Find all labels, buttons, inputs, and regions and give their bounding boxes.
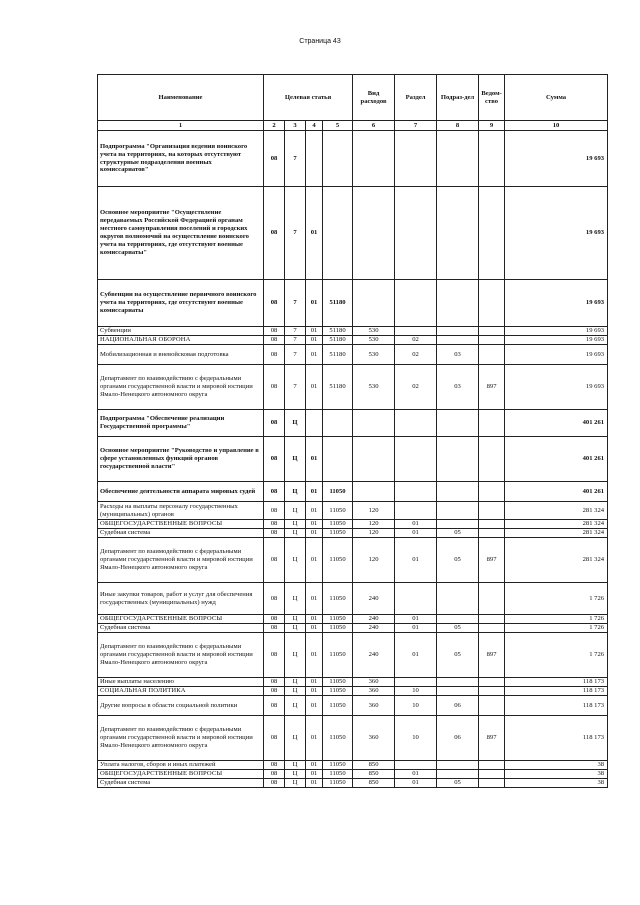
row-expense-type	[353, 437, 395, 482]
row-program-code: 08	[264, 336, 285, 345]
row-direction-code: 11050	[323, 624, 353, 633]
row-subsection: 05	[437, 624, 479, 633]
row-subprogram-code: Ц	[285, 502, 306, 520]
table-row	[98, 538, 608, 583]
table-row	[98, 633, 608, 678]
row-sum: 401 261	[505, 410, 608, 437]
row-name: Подпрограмма "Обеспечение реализации Государственной программы"	[98, 410, 264, 437]
row-expense-type: 120	[353, 520, 395, 529]
row-expense-type: 850	[353, 761, 395, 770]
row-department: 897	[479, 538, 505, 583]
row-program-code: 08	[264, 615, 285, 624]
row-program-code: 08	[264, 678, 285, 687]
row-expense-type: 530	[353, 336, 395, 345]
row-sum: 38	[505, 770, 608, 779]
row-name: Судебная система	[98, 529, 264, 538]
table-row	[98, 770, 608, 779]
row-direction-code: 51180	[323, 365, 353, 410]
row-program-code: 08	[264, 583, 285, 615]
row-subsection	[437, 280, 479, 327]
row-sum: 19 693	[505, 327, 608, 336]
row-subprogram-code: Ц	[285, 687, 306, 696]
row-direction-code: 11050	[323, 502, 353, 520]
row-department	[479, 437, 505, 482]
row-activity-code: 01	[306, 345, 323, 365]
row-sum: 1 726	[505, 615, 608, 624]
row-subsection	[437, 187, 479, 280]
row-section	[395, 187, 437, 280]
row-section	[395, 482, 437, 502]
row-subprogram-code: Ц	[285, 538, 306, 583]
row-department: 897	[479, 716, 505, 761]
row-subprogram-code: Ц	[285, 529, 306, 538]
row-name: Судебная система	[98, 624, 264, 633]
row-subprogram-code: 7	[285, 280, 306, 327]
table-row	[98, 529, 608, 538]
row-name: Основное мероприятие "Осуществление передаваемых Российской Федерацией органам местного самоуправления поселений и городских округов полномочий на осуществление воинского учета на территориях, где отсутствуют военные комиссариаты"	[98, 187, 264, 280]
header-department: Ведом-ство	[479, 75, 505, 121]
row-subprogram-code: Ц	[285, 770, 306, 779]
row-activity-code: 01	[306, 327, 323, 336]
row-department	[479, 583, 505, 615]
header-expense-type: Вид расходов	[353, 75, 395, 121]
table-row	[98, 687, 608, 696]
row-direction-code	[323, 131, 353, 187]
row-section	[395, 678, 437, 687]
row-name: Субвенции	[98, 327, 264, 336]
row-activity-code: 01	[306, 365, 323, 410]
row-department	[479, 187, 505, 280]
row-section	[395, 437, 437, 482]
column-number-row	[98, 121, 608, 131]
row-expense-type: 120	[353, 529, 395, 538]
row-activity-code: 01	[306, 187, 323, 280]
row-sum: 281 324	[505, 538, 608, 583]
col-number: 3	[285, 121, 306, 131]
row-expense-type: 850	[353, 779, 395, 788]
header-sum: Сумма	[505, 75, 608, 121]
row-activity-code: 01	[306, 779, 323, 788]
row-subsection: 06	[437, 716, 479, 761]
row-activity-code: 01	[306, 529, 323, 538]
row-sum: 19 693	[505, 336, 608, 345]
row-sum: 19 693	[505, 365, 608, 410]
row-name: Основное мероприятие "Руководство и управление в сфере установленных функций органов государственной власти"	[98, 437, 264, 482]
row-section	[395, 280, 437, 327]
row-subprogram-code: Ц	[285, 520, 306, 529]
table-row	[98, 678, 608, 687]
row-subsection	[437, 770, 479, 779]
row-sum: 118 173	[505, 687, 608, 696]
row-activity-code: 01	[306, 761, 323, 770]
row-program-code: 08	[264, 770, 285, 779]
row-section: 01	[395, 538, 437, 583]
row-name: СОЦИАЛЬНАЯ ПОЛИТИКА	[98, 687, 264, 696]
col-number: 4	[306, 121, 323, 131]
row-direction-code: 11050	[323, 687, 353, 696]
col-number: 6	[353, 121, 395, 131]
row-program-code: 08	[264, 327, 285, 336]
row-expense-type: 530	[353, 345, 395, 365]
row-name: Обеспечение деятельности аппарата мировых судей	[98, 482, 264, 502]
row-department	[479, 327, 505, 336]
row-subprogram-code: 7	[285, 345, 306, 365]
row-sum: 281 324	[505, 520, 608, 529]
row-section	[395, 131, 437, 187]
row-subprogram-code: 7	[285, 131, 306, 187]
col-number: 2	[264, 121, 285, 131]
row-subsection: 06	[437, 696, 479, 716]
row-subprogram-code: Ц	[285, 482, 306, 502]
col-number: 1	[98, 121, 264, 131]
table-row	[98, 482, 608, 502]
row-direction-code: 51180	[323, 327, 353, 336]
row-program-code: 08	[264, 687, 285, 696]
row-activity-code: 01	[306, 437, 323, 482]
row-direction-code: 11050	[323, 482, 353, 502]
row-name: Подпрограмма "Организация ведения воинского учета на территориях, на которых отсутствуют структурные подразделения военных комиссариатов"	[98, 131, 264, 187]
row-subsection	[437, 583, 479, 615]
row-subprogram-code: Ц	[285, 437, 306, 482]
row-name: Иные закупки товаров, работ и услуг для обеспечения государственных (муниципальных) нужд	[98, 583, 264, 615]
row-expense-type: 530	[353, 365, 395, 410]
table-row	[98, 716, 608, 761]
row-expense-type: 850	[353, 770, 395, 779]
row-activity-code: 01	[306, 696, 323, 716]
row-program-code: 08	[264, 131, 285, 187]
row-subsection: 03	[437, 345, 479, 365]
row-expense-type: 360	[353, 696, 395, 716]
row-subsection	[437, 336, 479, 345]
row-activity-code	[306, 410, 323, 437]
row-subprogram-code: Ц	[285, 716, 306, 761]
row-expense-type	[353, 410, 395, 437]
row-direction-code: 11050	[323, 696, 353, 716]
row-name: Департамент по взаимодействию с федеральными органами государственной власти и мировой юстиции Ямало-Ненецкого автономного округа	[98, 538, 264, 583]
row-name: Субвенции на осуществление первичного воинского учета на территориях, где отсутствуют военные комиссариаты	[98, 280, 264, 327]
row-sum: 19 693	[505, 280, 608, 327]
row-sum: 38	[505, 779, 608, 788]
row-section: 01	[395, 529, 437, 538]
row-subsection	[437, 520, 479, 529]
row-subsection	[437, 131, 479, 187]
row-expense-type: 360	[353, 687, 395, 696]
row-activity-code: 01	[306, 678, 323, 687]
row-subprogram-code: 7	[285, 327, 306, 336]
row-sum: 118 173	[505, 716, 608, 761]
row-subsection	[437, 482, 479, 502]
row-subprogram-code: 7	[285, 187, 306, 280]
row-activity-code: 01	[306, 615, 323, 624]
row-sum: 118 173	[505, 696, 608, 716]
table-row	[98, 624, 608, 633]
row-sum: 1 726	[505, 583, 608, 615]
row-activity-code: 01	[306, 280, 323, 327]
row-subprogram-code: Ц	[285, 583, 306, 615]
row-expense-type: 240	[353, 583, 395, 615]
row-section	[395, 761, 437, 770]
table-row	[98, 520, 608, 529]
row-direction-code: 11050	[323, 529, 353, 538]
row-name: ОБЩЕГОСУДАРСТВЕННЫЕ ВОПРОСЫ	[98, 615, 264, 624]
table-row	[98, 345, 608, 365]
row-subprogram-code: Ц	[285, 696, 306, 716]
row-program-code: 08	[264, 482, 285, 502]
row-name: Другие вопросы в области социальной политики	[98, 696, 264, 716]
row-subsection	[437, 437, 479, 482]
row-department	[479, 615, 505, 624]
table-row	[98, 437, 608, 482]
row-sum: 1 726	[505, 633, 608, 678]
row-subsection: 05	[437, 529, 479, 538]
row-expense-type	[353, 187, 395, 280]
row-expense-type: 240	[353, 624, 395, 633]
row-section	[395, 410, 437, 437]
table-row	[98, 615, 608, 624]
row-direction-code: 11050	[323, 779, 353, 788]
table-row	[98, 696, 608, 716]
row-sum: 19 693	[505, 345, 608, 365]
row-activity-code: 01	[306, 716, 323, 761]
row-program-code: 08	[264, 633, 285, 678]
row-subsection	[437, 327, 479, 336]
row-department	[479, 345, 505, 365]
row-department	[479, 770, 505, 779]
row-direction-code: 51180	[323, 336, 353, 345]
row-direction-code: 11050	[323, 770, 353, 779]
row-section: 02	[395, 365, 437, 410]
row-expense-type: 120	[353, 538, 395, 583]
row-program-code: 08	[264, 538, 285, 583]
row-subprogram-code: 7	[285, 365, 306, 410]
row-department	[479, 624, 505, 633]
row-expense-type	[353, 482, 395, 502]
table-row	[98, 365, 608, 410]
row-section: 02	[395, 345, 437, 365]
row-department	[479, 280, 505, 327]
row-program-code: 08	[264, 624, 285, 633]
row-department	[479, 131, 505, 187]
row-sum: 281 324	[505, 502, 608, 520]
row-program-code: 08	[264, 779, 285, 788]
row-activity-code: 01	[306, 502, 323, 520]
row-direction-code	[323, 187, 353, 280]
col-number: 7	[395, 121, 437, 131]
table-row	[98, 583, 608, 615]
header-name: Наименование	[98, 75, 264, 121]
row-name: Уплата налогов, сборов и иных платежей	[98, 761, 264, 770]
row-name: Департамент по взаимодействию с федеральными органами государственной власти и мировой юстиции Ямало-Ненецкого автономного округа	[98, 633, 264, 678]
row-subsection	[437, 410, 479, 437]
row-direction-code: 11050	[323, 716, 353, 761]
row-activity-code: 01	[306, 770, 323, 779]
row-subsection	[437, 615, 479, 624]
row-subprogram-code: Ц	[285, 633, 306, 678]
table-row	[98, 410, 608, 437]
row-direction-code: 11050	[323, 633, 353, 678]
row-name: Иные выплаты населению	[98, 678, 264, 687]
row-direction-code: 11050	[323, 538, 353, 583]
row-department	[479, 336, 505, 345]
row-subprogram-code: Ц	[285, 410, 306, 437]
col-number: 10	[505, 121, 608, 131]
row-subprogram-code: Ц	[285, 678, 306, 687]
row-subsection: 03	[437, 365, 479, 410]
row-section: 01	[395, 615, 437, 624]
table-row	[98, 336, 608, 345]
row-sum: 401 261	[505, 437, 608, 482]
row-section: 01	[395, 624, 437, 633]
row-program-code: 08	[264, 437, 285, 482]
row-program-code: 08	[264, 529, 285, 538]
row-direction-code: 11050	[323, 583, 353, 615]
row-direction-code: 51180	[323, 345, 353, 365]
row-subprogram-code: Ц	[285, 615, 306, 624]
table-row	[98, 131, 608, 187]
row-expense-type: 240	[353, 615, 395, 624]
header-target-article: Целевая статья	[264, 75, 353, 121]
row-name: Расходы на выплаты персоналу государственных (муниципальных) органов	[98, 502, 264, 520]
row-direction-code: 11050	[323, 615, 353, 624]
col-number: 8	[437, 121, 479, 131]
table-row	[98, 761, 608, 770]
row-expense-type: 240	[353, 633, 395, 678]
row-department	[479, 687, 505, 696]
row-activity-code: 01	[306, 583, 323, 615]
row-name: Департамент по взаимодействию с федеральными органами государственной власти и мировой юстиции Ямало-Ненецкого автономного округа	[98, 365, 264, 410]
row-activity-code: 01	[306, 633, 323, 678]
row-name: Судебная система	[98, 779, 264, 788]
header-section: Раздел	[395, 75, 437, 121]
row-subprogram-code: Ц	[285, 624, 306, 633]
row-section	[395, 502, 437, 520]
row-subsection	[437, 502, 479, 520]
row-subprogram-code: 7	[285, 336, 306, 345]
row-activity-code: 01	[306, 520, 323, 529]
row-activity-code: 01	[306, 482, 323, 502]
row-department	[479, 502, 505, 520]
table-row	[98, 187, 608, 280]
header-subsection: Подраз-дел	[437, 75, 479, 121]
row-program-code: 08	[264, 520, 285, 529]
row-department	[479, 779, 505, 788]
row-activity-code	[306, 131, 323, 187]
row-section: 01	[395, 633, 437, 678]
row-department	[479, 696, 505, 716]
row-section: 01	[395, 770, 437, 779]
row-department	[479, 529, 505, 538]
row-direction-code: 51180	[323, 280, 353, 327]
row-program-code: 08	[264, 761, 285, 770]
row-subsection: 05	[437, 538, 479, 583]
table-row	[98, 327, 608, 336]
row-activity-code: 01	[306, 538, 323, 583]
row-name: Мобилизационная и вневойсковая подготовка	[98, 345, 264, 365]
table-row	[98, 502, 608, 520]
row-name: НАЦИОНАЛЬНАЯ ОБОРОНА	[98, 336, 264, 345]
row-expense-type	[353, 131, 395, 187]
row-section: 10	[395, 716, 437, 761]
row-direction-code: 11050	[323, 761, 353, 770]
row-department	[479, 410, 505, 437]
row-name: Департамент по взаимодействию с федеральными органами государственной власти и мировой юстиции Ямало-Ненецкого автономного округа	[98, 716, 264, 761]
row-department	[479, 678, 505, 687]
row-sum: 19 693	[505, 187, 608, 280]
row-program-code: 08	[264, 345, 285, 365]
row-sum: 1 726	[505, 624, 608, 633]
row-sum: 118 173	[505, 678, 608, 687]
row-program-code: 08	[264, 365, 285, 410]
row-program-code: 08	[264, 502, 285, 520]
row-sum: 401 261	[505, 482, 608, 502]
row-direction-code: 11050	[323, 520, 353, 529]
row-expense-type: 360	[353, 678, 395, 687]
row-section	[395, 583, 437, 615]
col-number: 9	[479, 121, 505, 131]
page-number: Страница 43	[299, 38, 341, 45]
row-section	[395, 327, 437, 336]
row-direction-code	[323, 437, 353, 482]
header-row	[98, 75, 608, 121]
row-program-code: 08	[264, 280, 285, 327]
row-program-code: 08	[264, 696, 285, 716]
row-activity-code: 01	[306, 687, 323, 696]
row-program-code: 08	[264, 410, 285, 437]
row-expense-type	[353, 280, 395, 327]
row-subsection	[437, 678, 479, 687]
row-direction-code: 11050	[323, 678, 353, 687]
row-expense-type: 530	[353, 327, 395, 336]
row-department	[479, 761, 505, 770]
row-sum: 19 693	[505, 131, 608, 187]
row-sum: 38	[505, 761, 608, 770]
table-row	[98, 779, 608, 788]
row-section: 01	[395, 779, 437, 788]
budget-table	[97, 74, 608, 788]
row-subprogram-code: Ц	[285, 779, 306, 788]
row-subprogram-code: Ц	[285, 761, 306, 770]
row-expense-type: 360	[353, 716, 395, 761]
row-direction-code	[323, 410, 353, 437]
row-subsection	[437, 761, 479, 770]
row-expense-type: 120	[353, 502, 395, 520]
row-activity-code: 01	[306, 624, 323, 633]
row-department	[479, 520, 505, 529]
row-section: 10	[395, 696, 437, 716]
col-number: 5	[323, 121, 353, 131]
row-name: ОБЩЕГОСУДАРСТВЕННЫЕ ВОПРОСЫ	[98, 520, 264, 529]
row-activity-code: 01	[306, 336, 323, 345]
row-sum: 281 324	[505, 529, 608, 538]
row-program-code: 08	[264, 716, 285, 761]
row-section: 02	[395, 336, 437, 345]
row-subsection	[437, 687, 479, 696]
row-name: ОБЩЕГОСУДАРСТВЕННЫЕ ВОПРОСЫ	[98, 770, 264, 779]
row-subsection: 05	[437, 633, 479, 678]
row-department: 897	[479, 365, 505, 410]
row-section: 01	[395, 520, 437, 529]
table-row	[98, 280, 608, 327]
row-program-code: 08	[264, 187, 285, 280]
row-department	[479, 482, 505, 502]
row-subsection: 05	[437, 779, 479, 788]
row-section: 10	[395, 687, 437, 696]
row-department: 897	[479, 633, 505, 678]
